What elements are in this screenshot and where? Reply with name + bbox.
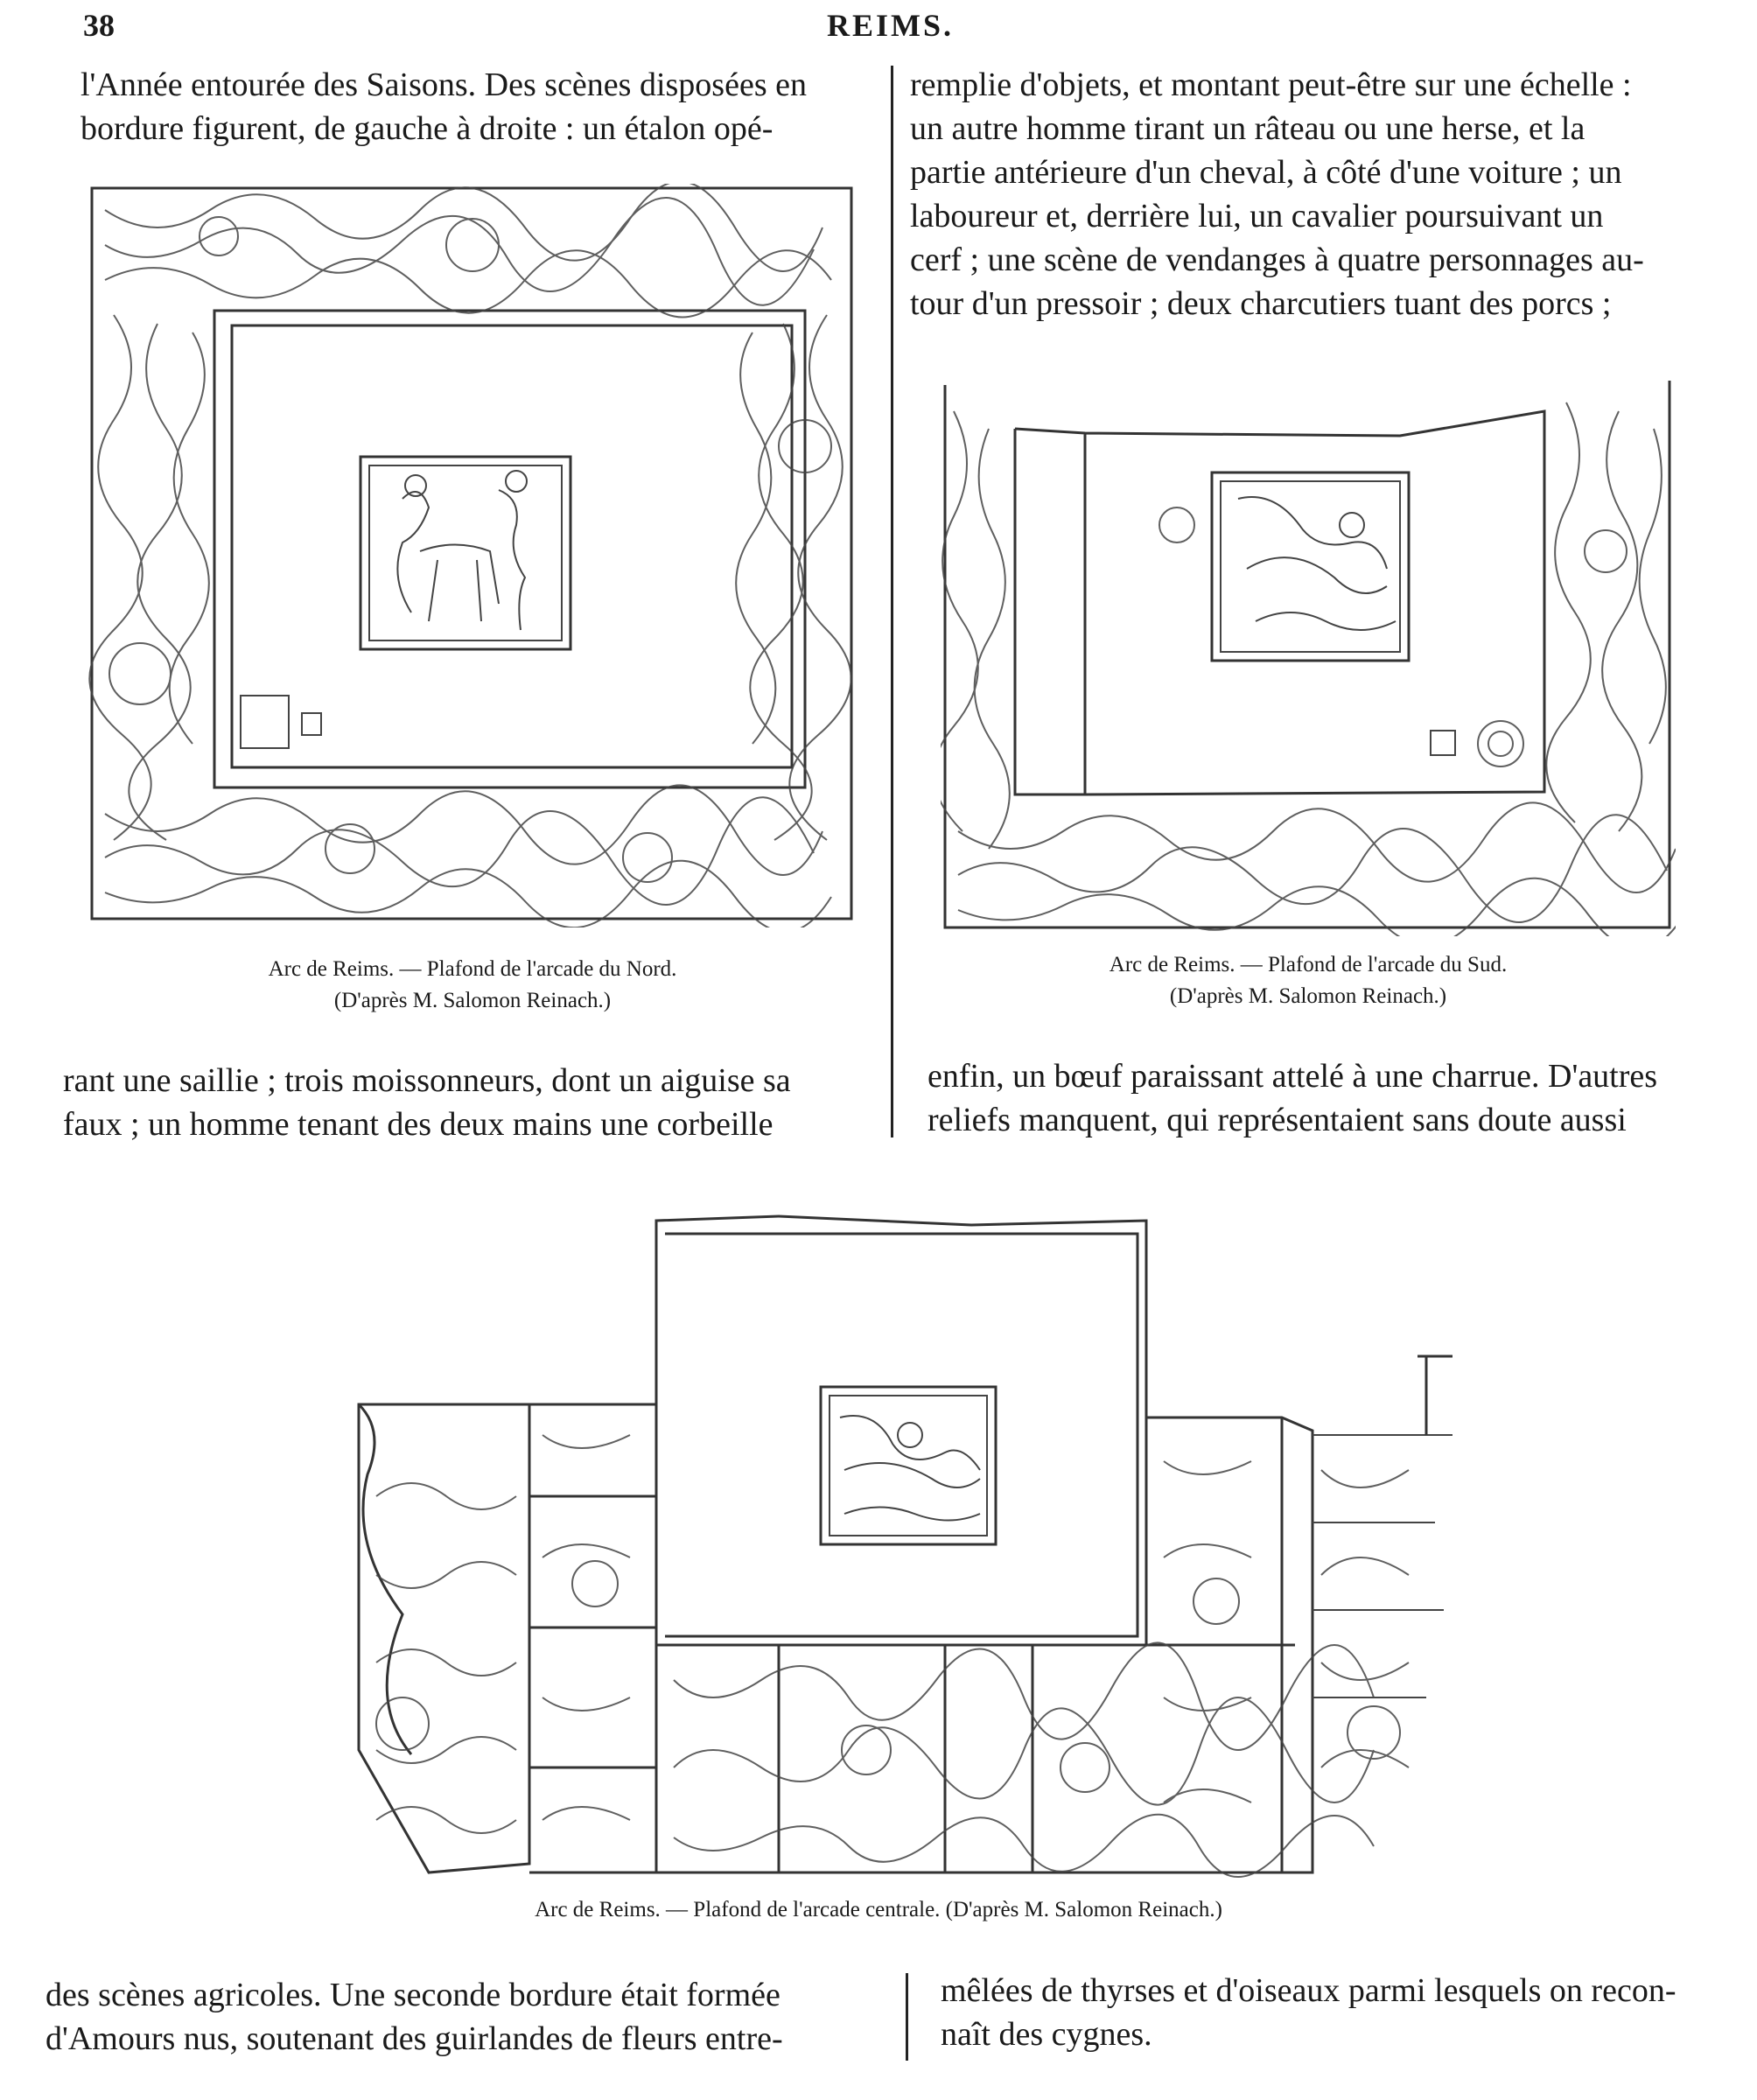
- text-line: l'Année entourée des Saisons. Des scènes disposées en: [80, 66, 807, 103]
- page-number: 38: [83, 8, 115, 43]
- text-line: rant une saillie ; trois moissonneurs, dont un aiguise sa: [63, 1062, 791, 1099]
- text-line: partie antérieure d'un cheval, à côté d'une voiture ; un: [910, 154, 1622, 191]
- text-line: mêlées de thyrses et d'oiseaux parmi lesquels on recon-: [941, 1972, 1676, 2009]
- column-rule: [906, 1973, 908, 2061]
- central-arcade-ceiling-figure: [341, 1208, 1461, 1881]
- caption-line: Arc de Reims. — Plafond de l'arcade du Nord.: [268, 957, 677, 981]
- bottom-left-paragraph: [46, 1973, 783, 2061]
- text-line: cerf ; une scène de vendanges à quatre personnages au-: [910, 242, 1644, 278]
- text-line: faux ; un homme tenant des deux mains une corbeille: [63, 1106, 774, 1143]
- text-line: un autre homme tirant un râteau ou une herse, et la: [910, 110, 1586, 147]
- top-right-paragraph: [910, 63, 1644, 326]
- text-line: enfin, un bœuf paraissant attelé à une charrue. D'autres: [928, 1058, 1658, 1095]
- north-figure-caption: [88, 954, 858, 1017]
- running-title: REIMS.: [827, 8, 955, 43]
- caption-line: Arc de Reims. — Plafond de l'arcade du Sud.: [1109, 953, 1508, 976]
- text-line: tour d'un pressoir ; deux charcutiers tuant des porcs ;: [910, 285, 1612, 322]
- central-figure-caption: Arc de Reims. — Plafond de l'arcade centrale. (D'après M. Salomon Reinach.): [535, 1898, 1222, 1922]
- text-line: des scènes agricoles. Une seconde bordure était formée: [46, 1977, 780, 2013]
- bottom-right-paragraph: [941, 1969, 1676, 2056]
- caption-line: (D'après M. Salomon Reinach.): [1169, 984, 1447, 1008]
- column-rule: [891, 66, 893, 1138]
- caption-line: (D'après M. Salomon Reinach.): [333, 989, 612, 1012]
- text-line: bordure figurent, de gauche à droite : un étalon opé-: [80, 110, 774, 147]
- south-arcade-ceiling-figure: [941, 376, 1676, 936]
- north-arcade-ceiling-figure: [88, 184, 858, 928]
- text-line: reliefs manquent, qui représentaient sans doute aussi: [928, 1102, 1627, 1138]
- text-line: naît des cygnes.: [941, 2016, 1152, 2053]
- middle-left-paragraph: [63, 1059, 791, 1146]
- top-left-paragraph: [80, 63, 807, 150]
- south-figure-caption: [941, 949, 1676, 1012]
- text-line: laboureur et, derrière lui, un cavalier poursuivant un: [910, 198, 1604, 234]
- text-line: remplie d'objets, et montant peut-être sur une échelle :: [910, 66, 1632, 103]
- text-line: d'Amours nus, soutenant des guirlandes de fleurs entre-: [46, 2020, 783, 2057]
- middle-right-paragraph: [928, 1054, 1657, 1142]
